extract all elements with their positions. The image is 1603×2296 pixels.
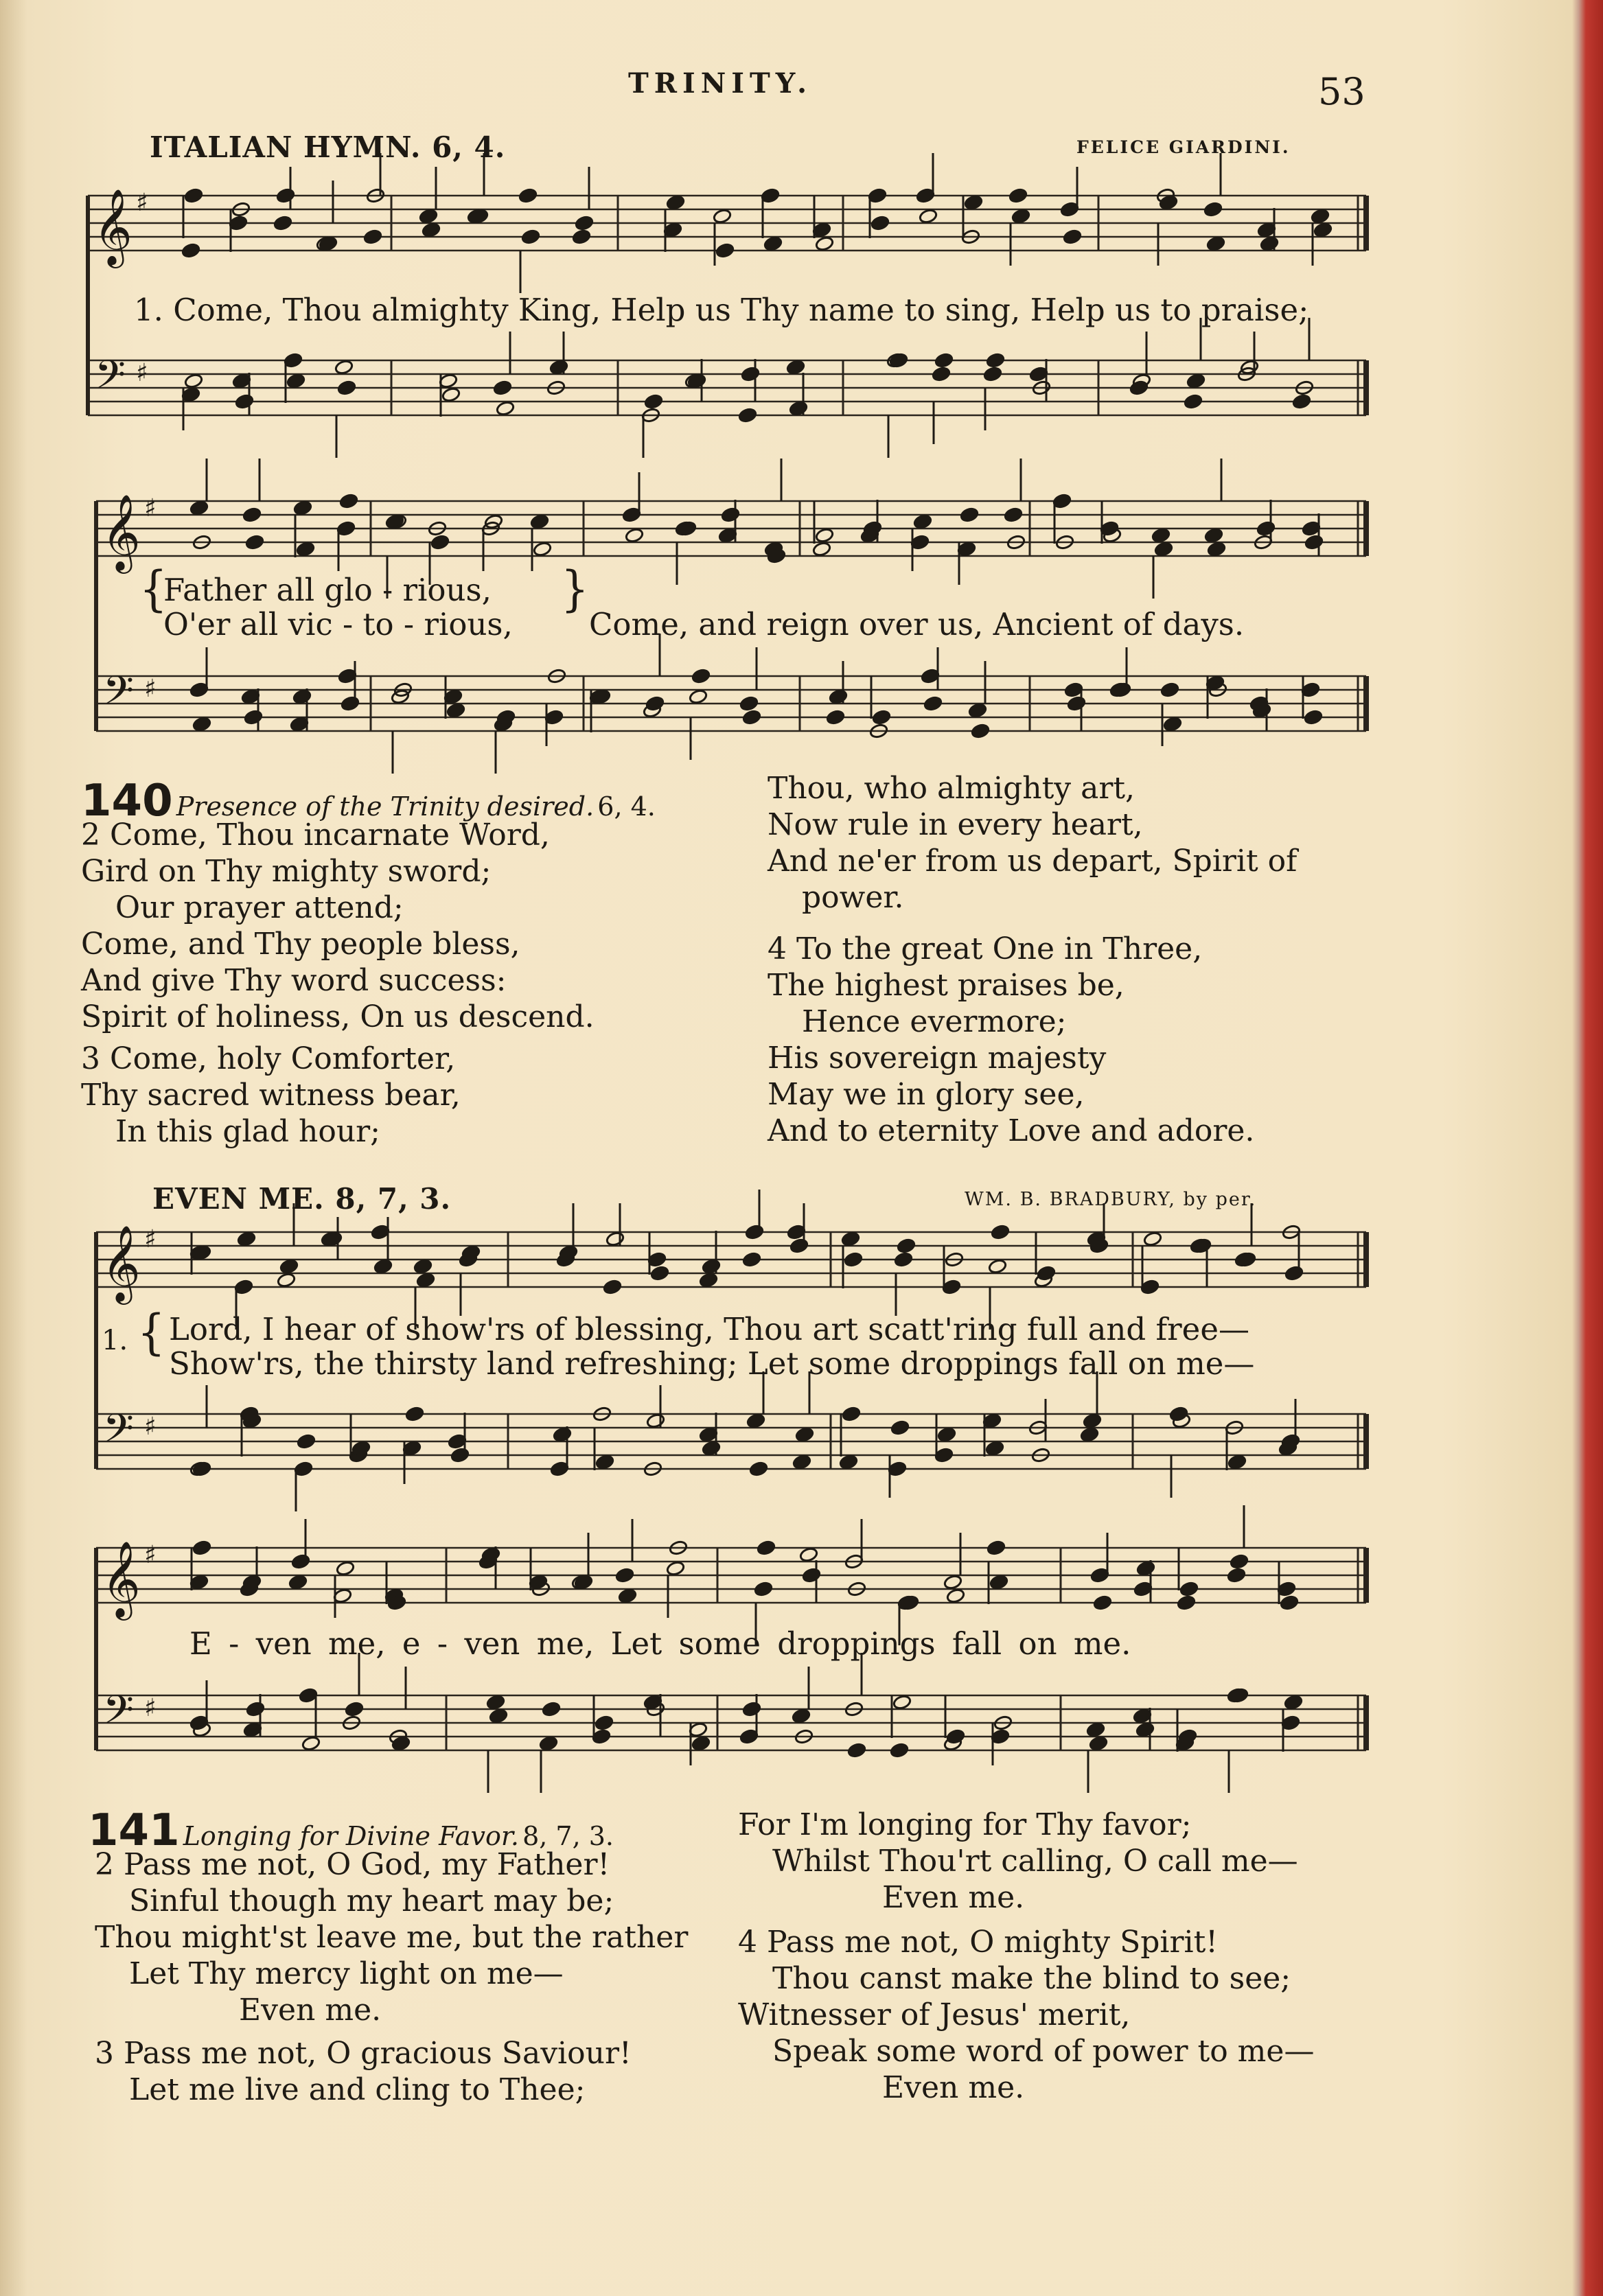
note-head bbox=[277, 1272, 296, 1288]
verse-line: 2 Come, Thou incarnate Word, bbox=[81, 817, 550, 853]
note-head bbox=[1169, 1406, 1188, 1422]
note-head bbox=[645, 695, 665, 711]
sharp-icon: ♯ bbox=[144, 675, 157, 703]
note-head bbox=[521, 229, 540, 244]
sharp-icon: ♯ bbox=[144, 1694, 157, 1722]
verse-line: Speak some word of power to me— bbox=[772, 2034, 1315, 2069]
note-head bbox=[742, 709, 761, 725]
verse-line: In this glad hour; bbox=[115, 1114, 381, 1149]
tune2-lyric-a: Lord, I hear of show'rs of blessing, Thou art scatt'ring full and free— bbox=[169, 1311, 1249, 1347]
note-head bbox=[615, 1567, 634, 1583]
note-head bbox=[650, 1265, 669, 1281]
note-head bbox=[235, 393, 254, 409]
verse-line: Even me. bbox=[882, 2070, 1025, 2105]
note-head bbox=[943, 1574, 962, 1590]
note-head bbox=[1143, 1231, 1162, 1246]
note-head bbox=[1093, 1595, 1112, 1610]
note-head bbox=[702, 1440, 721, 1456]
note-head bbox=[1163, 716, 1182, 732]
sharp-icon: ♯ bbox=[136, 189, 148, 217]
note-head bbox=[964, 194, 983, 210]
verse-line: And to eternity Love and adore. bbox=[768, 1113, 1255, 1148]
note-head bbox=[323, 1231, 343, 1246]
note-head bbox=[872, 709, 891, 725]
note-head bbox=[1206, 235, 1225, 251]
note-head bbox=[1159, 194, 1178, 210]
note-head bbox=[986, 352, 1005, 368]
note-head bbox=[745, 1224, 764, 1240]
note-head bbox=[1230, 1687, 1249, 1703]
hymn-number: 140 bbox=[81, 776, 173, 826]
note-head bbox=[919, 208, 938, 224]
hymn-140-right-column bbox=[768, 770, 1297, 1149]
verse-line: Even me. bbox=[239, 1993, 382, 2028]
hymn-title: Longing for Divine Favor. bbox=[183, 1821, 519, 1851]
note-head bbox=[245, 534, 264, 550]
note-head bbox=[792, 1708, 811, 1724]
note-head bbox=[844, 1251, 863, 1267]
note-head bbox=[789, 400, 808, 416]
treble-clef-icon: 𝄞 bbox=[102, 494, 141, 570]
tune1-lyric-line2-b: Come, and reign over us, Ancient of days. bbox=[589, 606, 1245, 642]
tune1-lyric-line2-a1: Father all glo - rious, bbox=[163, 572, 492, 608]
note-head bbox=[754, 1581, 773, 1597]
note-head bbox=[989, 1574, 1008, 1590]
bass-clef-icon: 𝄢 bbox=[95, 351, 126, 408]
bass-clef-icon: 𝄢 bbox=[103, 667, 135, 723]
verse-line: 2 Pass me not, O God, my Father! bbox=[95, 1847, 610, 1882]
note-head bbox=[542, 1701, 561, 1717]
verse-line: Spirit of holiness, On us descend. bbox=[81, 999, 595, 1034]
note-head bbox=[273, 215, 292, 231]
note-head bbox=[1207, 541, 1226, 557]
sharp-icon: ♯ bbox=[144, 1413, 157, 1441]
verse-line: Now rule in every heart, bbox=[768, 807, 1143, 842]
note-head bbox=[646, 1413, 665, 1428]
verse-line: 3 Pass me not, O gracious Saviour! bbox=[95, 2036, 632, 2071]
note-head bbox=[932, 366, 951, 382]
note-head bbox=[1204, 527, 1223, 543]
verse-line: Thou might'st leave me, but the rather bbox=[95, 1920, 689, 1955]
sharp-icon: ♯ bbox=[136, 359, 148, 387]
hymn-number: 141 bbox=[88, 1805, 180, 1856]
note-head bbox=[960, 507, 979, 522]
note-head bbox=[890, 1742, 909, 1758]
verse-line: Gird on Thy mighty sword; bbox=[81, 854, 492, 889]
tune2-refrain: E - ven me, e - ven me, Let some droppings fall on me. bbox=[189, 1625, 1131, 1662]
note-head bbox=[1260, 235, 1279, 251]
note-head bbox=[894, 1251, 913, 1267]
note-head bbox=[1067, 695, 1086, 711]
note-head bbox=[246, 1701, 265, 1717]
verse-line: 4 To the great One in Three, bbox=[768, 931, 1203, 966]
note-head bbox=[595, 1715, 614, 1730]
tune-title-even-me: EVEN ME. 8, 7, 3. bbox=[152, 1182, 452, 1216]
note-head bbox=[863, 520, 882, 536]
note-head bbox=[687, 373, 706, 389]
note-head bbox=[336, 1560, 355, 1576]
treble-clef-icon: 𝄞 bbox=[93, 188, 132, 265]
sharp-icon: ♯ bbox=[144, 494, 157, 522]
note-head bbox=[337, 380, 356, 395]
note-head bbox=[1281, 1433, 1300, 1449]
note-head bbox=[946, 1588, 965, 1603]
note-head bbox=[1179, 1581, 1199, 1597]
note-head bbox=[595, 1454, 614, 1470]
note-head bbox=[746, 1413, 765, 1428]
note-head bbox=[489, 1708, 508, 1724]
hymn-title: Presence of the Trinity desired. bbox=[176, 791, 595, 822]
note-head bbox=[553, 1426, 572, 1442]
note-head bbox=[242, 1574, 262, 1590]
note-head bbox=[802, 1567, 821, 1583]
verse-line: 4 Pass me not, O mighty Spirit! bbox=[738, 1925, 1218, 1960]
note-head bbox=[968, 702, 987, 718]
note-head bbox=[842, 1406, 861, 1422]
note-head bbox=[430, 534, 450, 550]
note-head bbox=[345, 1701, 364, 1717]
note-head bbox=[391, 1735, 411, 1751]
note-head bbox=[441, 386, 461, 402]
verse-line: Come, and Thy people bless, bbox=[81, 927, 520, 962]
note-head bbox=[946, 1728, 965, 1744]
note-head bbox=[1177, 1595, 1196, 1610]
verse-line: For I'm longing for Thy favor; bbox=[738, 1807, 1192, 1842]
note-head bbox=[242, 507, 262, 522]
note-head bbox=[934, 352, 954, 368]
note-head bbox=[297, 1433, 316, 1449]
verse-line: Witnesser of Jesus' merit, bbox=[738, 1997, 1131, 2032]
note-head bbox=[721, 507, 740, 522]
note-head bbox=[666, 194, 685, 210]
note-head bbox=[1292, 393, 1311, 409]
note-head bbox=[496, 400, 515, 416]
tune1-lyric-line1: 1. Come, Thou almighty King, Help us Thy name to sing, Help us to praise; bbox=[134, 292, 1309, 328]
tune-title-italian-hymn: ITALIAN HYMN. 6, 4. bbox=[150, 130, 506, 164]
note-head bbox=[1311, 208, 1330, 224]
verse-line: Thou canst make the blind to see; bbox=[772, 1961, 1291, 1996]
note-head bbox=[192, 1461, 211, 1476]
tune2-verse-number: 1. bbox=[102, 1325, 128, 1356]
note-head bbox=[575, 215, 594, 231]
note-head bbox=[592, 688, 611, 704]
note-head bbox=[606, 1231, 625, 1246]
bass-clef-icon: 𝄢 bbox=[103, 1686, 135, 1743]
note-head bbox=[678, 520, 697, 536]
note-head bbox=[192, 1540, 211, 1555]
verse-line: Let Thy mercy light on me— bbox=[129, 1956, 564, 1991]
note-head bbox=[405, 1406, 424, 1422]
note-head bbox=[913, 513, 932, 529]
note-head bbox=[1178, 1728, 1197, 1744]
tune2-lyric-b: Show'rs, the thirsty land refreshing; Let some droppings fall on me— bbox=[169, 1345, 1255, 1382]
note-head bbox=[741, 366, 760, 382]
note-head bbox=[549, 359, 568, 375]
note-head bbox=[286, 373, 305, 389]
verse-line: And ne'er from us depart, Spirit of bbox=[768, 844, 1298, 879]
note-head bbox=[618, 1588, 637, 1603]
sharp-icon: ♯ bbox=[144, 1541, 157, 1569]
running-title: TRINITY. bbox=[628, 67, 813, 100]
treble-clef-icon: 𝄞 bbox=[102, 1540, 141, 1617]
note-head bbox=[699, 1272, 718, 1288]
note-head bbox=[757, 1540, 776, 1555]
note-head bbox=[192, 1244, 211, 1260]
note-head bbox=[296, 541, 315, 557]
note-head bbox=[987, 1540, 1006, 1555]
hymn-141-right-column bbox=[738, 1807, 1314, 2106]
note-head bbox=[829, 688, 848, 704]
note-head bbox=[826, 709, 845, 725]
note-head bbox=[1184, 393, 1203, 409]
note-head bbox=[533, 541, 552, 557]
note-head bbox=[789, 1238, 809, 1253]
note-head bbox=[713, 208, 732, 224]
note-head bbox=[559, 1244, 578, 1260]
note-head bbox=[1080, 1426, 1099, 1442]
note-head bbox=[301, 1735, 321, 1751]
page-number: 53 bbox=[1318, 70, 1365, 113]
verse-line: Our prayer attend; bbox=[115, 890, 404, 925]
note-head bbox=[1227, 1454, 1247, 1470]
note-head bbox=[988, 1258, 1007, 1274]
verse-line: May we in glory see, bbox=[768, 1077, 1085, 1112]
note-head bbox=[530, 513, 549, 529]
note-head bbox=[870, 215, 890, 231]
note-head bbox=[1011, 208, 1030, 224]
hymn-meter: 8, 7, 3. bbox=[522, 1821, 614, 1851]
note-head bbox=[518, 187, 538, 203]
note-head bbox=[739, 695, 759, 711]
note-head bbox=[625, 527, 644, 543]
note-head bbox=[334, 359, 354, 375]
note-head bbox=[419, 208, 438, 224]
note-head bbox=[1083, 1413, 1102, 1428]
hymn-140-left-column bbox=[81, 817, 595, 1150]
verse-line: Thy sacred witness bear, bbox=[81, 1078, 461, 1113]
verse-line: The highest praises be, bbox=[768, 968, 1125, 1003]
note-head bbox=[742, 1251, 761, 1267]
verse-line: power. bbox=[802, 880, 904, 915]
note-head bbox=[991, 1224, 1010, 1240]
tune1-lyric-line2-a2: O'er all vic - to - rious, bbox=[163, 606, 513, 642]
hymn-meter: 6, 4. bbox=[597, 791, 656, 822]
sharp-icon: ♯ bbox=[144, 1225, 157, 1253]
note-head bbox=[691, 1735, 711, 1751]
verse-line: Thou, who almighty art, bbox=[768, 771, 1135, 806]
note-head bbox=[763, 235, 783, 251]
note-head bbox=[293, 500, 312, 515]
note-head bbox=[184, 373, 203, 389]
note-head bbox=[937, 1426, 956, 1442]
note-head bbox=[889, 352, 908, 368]
note-head bbox=[279, 1258, 299, 1274]
note-head bbox=[572, 229, 591, 244]
note-head bbox=[795, 1426, 814, 1442]
note-head bbox=[749, 1461, 768, 1476]
note-head bbox=[644, 393, 663, 409]
note-head bbox=[738, 407, 757, 423]
note-head bbox=[1004, 507, 1023, 522]
note-head bbox=[373, 1258, 393, 1274]
note-head bbox=[276, 187, 295, 203]
note-head bbox=[539, 1735, 558, 1751]
note-head bbox=[1135, 1721, 1155, 1737]
note-head bbox=[291, 1553, 310, 1569]
note-head bbox=[422, 222, 441, 237]
note-head bbox=[1237, 1251, 1256, 1267]
note-head bbox=[1089, 1735, 1108, 1751]
note-head bbox=[1154, 541, 1173, 557]
note-head bbox=[1284, 1694, 1303, 1710]
note-head bbox=[470, 208, 489, 224]
composer-bradbury: WM. B. BRADBURY, by per. bbox=[965, 1189, 1257, 1210]
note-head bbox=[1037, 1265, 1056, 1281]
note-head bbox=[319, 235, 338, 251]
tune1-brace-right: } bbox=[561, 561, 589, 618]
tune2-brace-left: { bbox=[137, 1305, 165, 1361]
note-head bbox=[742, 1701, 761, 1717]
note-head bbox=[341, 695, 360, 711]
verse-line: Sinful though my heart may be; bbox=[129, 1883, 614, 1918]
note-head bbox=[237, 1231, 256, 1246]
note-head bbox=[1256, 520, 1276, 536]
note-head bbox=[1008, 187, 1028, 203]
note-head bbox=[1192, 1238, 1212, 1253]
note-head bbox=[450, 1447, 470, 1463]
note-head bbox=[1304, 709, 1323, 725]
note-head bbox=[603, 1279, 622, 1295]
note-head bbox=[815, 527, 834, 543]
note-head bbox=[416, 1272, 435, 1288]
verse-line: Hence evermore; bbox=[802, 1004, 1067, 1039]
note-head bbox=[892, 1694, 912, 1710]
note-head bbox=[1136, 1560, 1155, 1576]
note-head bbox=[1112, 682, 1131, 697]
note-head bbox=[900, 1595, 919, 1610]
tune1-brace-left: { bbox=[139, 561, 168, 618]
note-head bbox=[244, 709, 263, 725]
note-head bbox=[288, 1574, 308, 1590]
note-head bbox=[184, 187, 203, 203]
note-head bbox=[841, 1231, 860, 1246]
note-head bbox=[1203, 201, 1223, 217]
note-head bbox=[1160, 682, 1179, 697]
note-head bbox=[1227, 1567, 1246, 1583]
note-head bbox=[792, 1454, 811, 1470]
note-head bbox=[181, 242, 200, 258]
note-head bbox=[1063, 229, 1082, 244]
note-head bbox=[574, 1574, 593, 1590]
note-head bbox=[1284, 1265, 1304, 1281]
note-head bbox=[1151, 527, 1170, 543]
note-head bbox=[971, 723, 990, 739]
note-head bbox=[815, 235, 834, 251]
note-head bbox=[1230, 1553, 1249, 1569]
note-head bbox=[1313, 222, 1333, 237]
note-head bbox=[1304, 534, 1324, 550]
note-head bbox=[461, 1244, 481, 1260]
verse-line: Whilst Thou'rt calling, O call me— bbox=[772, 1844, 1298, 1879]
note-head bbox=[983, 366, 1002, 382]
composer-giardini: FELICE GIARDINI. bbox=[1076, 137, 1291, 157]
note-head bbox=[189, 500, 209, 515]
note-head bbox=[890, 1419, 910, 1435]
note-head bbox=[1280, 1595, 1299, 1610]
verse-line: 3 Come, holy Comforter, bbox=[81, 1041, 456, 1076]
verse-line: And give Thy word success: bbox=[81, 963, 507, 998]
note-head bbox=[486, 1694, 505, 1710]
note-head bbox=[847, 1742, 866, 1758]
note-head bbox=[689, 688, 708, 704]
verse-line: His sovereign majesty bbox=[768, 1041, 1107, 1076]
bass-clef-icon: 𝄢 bbox=[103, 1405, 135, 1461]
note-head bbox=[496, 709, 516, 725]
note-head bbox=[339, 493, 358, 509]
treble-clef-icon: 𝄞 bbox=[102, 1225, 141, 1301]
note-head bbox=[481, 1546, 500, 1562]
note-head bbox=[715, 242, 735, 258]
note-head bbox=[897, 1238, 916, 1253]
note-head bbox=[691, 668, 711, 684]
note-head bbox=[1086, 1721, 1105, 1737]
note-head bbox=[666, 1560, 685, 1576]
note-head bbox=[923, 695, 943, 711]
note-head bbox=[192, 716, 211, 732]
verse-line: Let me live and cling to Thee; bbox=[129, 2072, 586, 2107]
note-head bbox=[363, 229, 382, 244]
note-head bbox=[351, 1440, 371, 1456]
note-head bbox=[493, 380, 512, 395]
verse-line: Even me. bbox=[882, 1880, 1025, 1915]
hymn-141-left-column bbox=[95, 1846, 688, 2108]
note-head bbox=[413, 1258, 433, 1274]
note-head bbox=[702, 1258, 721, 1274]
note-head bbox=[1186, 373, 1206, 389]
note-head bbox=[985, 1440, 1004, 1456]
note-head bbox=[446, 702, 465, 718]
note-head bbox=[292, 688, 312, 704]
